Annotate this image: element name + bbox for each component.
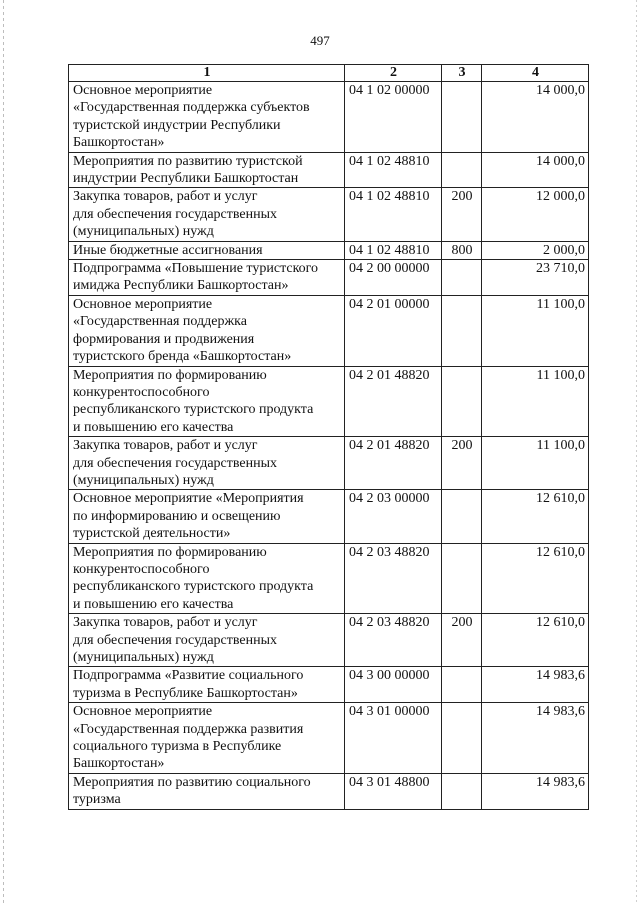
row-name-line: для обеспечения государственных [73, 632, 277, 648]
row-code-cell: 04 1 02 00000 [345, 82, 442, 153]
table-row [69, 614, 589, 667]
row-amount-cell: 11 100,0 [482, 295, 589, 366]
column-header-4: 4 [482, 65, 589, 82]
row-name-line: «Государственная поддержка [73, 314, 247, 330]
row-name-cell [69, 773, 345, 809]
row-amount-cell: 12 610,0 [482, 614, 589, 667]
table-header-row [69, 65, 589, 82]
row-amount-cell: 14 000,0 [482, 152, 589, 188]
row-name-cell [69, 490, 345, 543]
row-type-cell [442, 773, 482, 809]
row-name-line: Мероприятия по развитию туристской [73, 153, 303, 169]
row-code-cell: 04 2 03 48820 [345, 614, 442, 667]
scan-edge-right [636, 0, 637, 905]
row-name-cell [69, 614, 345, 667]
row-amount-cell: 11 100,0 [482, 437, 589, 490]
row-name-line: социального туризма в Республике [73, 739, 282, 755]
row-name-line: Мероприятия по развитию социального [73, 774, 311, 790]
row-type-cell [442, 260, 482, 296]
table-body [69, 82, 589, 810]
scan-edge-left [3, 0, 4, 905]
row-type-cell [442, 703, 482, 774]
row-name-line: туризма в Республике Башкортостан» [73, 685, 298, 701]
table-row [69, 437, 589, 490]
row-amount-cell: 14 983,6 [482, 703, 589, 774]
row-code-cell: 04 2 03 48820 [345, 543, 442, 614]
row-name-line: по информированию и освещению [73, 508, 281, 524]
row-amount-cell: 12 000,0 [482, 188, 589, 241]
row-name-line: Закупка товаров, работ и услуг [73, 189, 258, 205]
table-row [69, 703, 589, 774]
row-code-cell: 04 2 01 48820 [345, 366, 442, 437]
row-name-line: (муниципальных) нужд [73, 650, 214, 665]
row-type-cell [442, 667, 482, 703]
row-name-line: «Государственная поддержка развития [73, 721, 304, 737]
row-amount-cell: 23 710,0 [482, 260, 589, 296]
row-name-line: имиджа Республики Башкортостан» [73, 278, 289, 294]
row-name-line: Башкортостан» [73, 135, 165, 151]
row-name-line: и повышению его качества [73, 596, 234, 612]
row-name-line: туризма [73, 792, 121, 808]
row-name-line: туристской деятельности» [73, 526, 231, 542]
row-code-cell: 04 3 01 48800 [345, 773, 442, 809]
row-name-line: Мероприятия по формированию [73, 544, 267, 560]
row-name-line: республиканского туристского продукта [73, 402, 314, 418]
table-row [69, 543, 589, 614]
row-name-line: туристской индустрии Республики [73, 117, 281, 133]
row-amount-cell: 14 983,6 [482, 667, 589, 703]
row-name-line: туристского бренда «Башкортостан» [73, 349, 292, 365]
row-type-cell [442, 152, 482, 188]
table-row [69, 295, 589, 366]
row-type-cell: 200 [442, 614, 482, 667]
row-name-cell [69, 366, 345, 437]
table-row [69, 188, 589, 241]
table-row [69, 773, 589, 809]
row-name-line: Закупка товаров, работ и услуг [73, 438, 258, 454]
row-name-line: формирования и продвижения [73, 331, 255, 347]
row-name-cell [69, 82, 345, 153]
row-name-line: Основное мероприятие [73, 296, 213, 312]
row-code-cell: 04 1 02 48810 [345, 241, 442, 259]
row-type-cell: 200 [442, 437, 482, 490]
table-row [69, 490, 589, 543]
row-code-cell: 04 2 03 00000 [345, 490, 442, 543]
column-header-3: 3 [442, 65, 482, 82]
row-name-line: Иные бюджетные ассигнования [73, 242, 263, 258]
row-name-line: Подпрограмма «Повышение туристского [73, 261, 319, 277]
row-name-cell [69, 703, 345, 774]
row-amount-cell: 12 610,0 [482, 490, 589, 543]
row-name-line: (муниципальных) нужд [73, 224, 214, 240]
row-name-line: Основное мероприятие [73, 704, 213, 720]
row-code-cell: 04 1 02 48810 [345, 152, 442, 188]
table-row [69, 366, 589, 437]
row-type-cell: 800 [442, 241, 482, 259]
row-type-cell [442, 490, 482, 543]
row-amount-cell: 12 610,0 [482, 543, 589, 614]
row-name-cell [69, 260, 345, 296]
row-amount-cell: 2 000,0 [482, 241, 589, 259]
column-header-2: 2 [345, 65, 442, 82]
row-name-line: Основное мероприятие [73, 83, 213, 98]
row-code-cell: 04 3 00 00000 [345, 667, 442, 703]
table-row [69, 152, 589, 188]
row-name-line: Закупка товаров, работ и услуг [73, 615, 258, 631]
row-code-cell: 04 2 01 00000 [345, 295, 442, 366]
table-row [69, 82, 589, 153]
row-code-cell: 04 3 01 00000 [345, 703, 442, 774]
row-name-cell [69, 543, 345, 614]
row-name-line: для обеспечения государственных [73, 206, 277, 222]
row-type-cell [442, 543, 482, 614]
row-name-line: индустрии Республики Башкортостан [73, 171, 299, 187]
column-header-1: 1 [69, 65, 345, 82]
row-name-line: Подпрограмма «Развитие социального [73, 668, 304, 684]
row-code-cell: 04 1 02 48810 [345, 188, 442, 241]
table-row [69, 260, 589, 296]
row-amount-cell: 14 000,0 [482, 82, 589, 153]
row-name-line: Башкортостан» [73, 756, 165, 772]
row-name-line: «Государственная поддержка субъектов [73, 100, 310, 116]
row-name-cell [69, 152, 345, 188]
budget-table [68, 64, 589, 810]
table-row [69, 241, 589, 259]
row-type-cell: 200 [442, 188, 482, 241]
row-name-line: (муниципальных) нужд [73, 472, 214, 488]
row-name-cell [69, 241, 345, 259]
row-name-line: для обеспечения государственных [73, 455, 277, 471]
row-amount-cell: 14 983,6 [482, 773, 589, 809]
row-name-line: Основное мероприятие «Мероприятия [73, 491, 304, 507]
row-name-line: конкурентоспособного [73, 561, 210, 577]
row-name-line: и повышению его качества [73, 419, 234, 435]
row-name-line: республиканского туристского продукта [73, 579, 314, 595]
row-code-cell: 04 2 00 00000 [345, 260, 442, 296]
row-code-cell: 04 2 01 48820 [345, 437, 442, 490]
row-type-cell [442, 82, 482, 153]
row-name-line: конкурентоспособного [73, 384, 210, 400]
row-type-cell [442, 295, 482, 366]
row-name-cell [69, 188, 345, 241]
row-name-cell [69, 437, 345, 490]
row-amount-cell: 11 100,0 [482, 366, 589, 437]
row-name-line: Мероприятия по формированию [73, 367, 267, 383]
row-name-cell [69, 667, 345, 703]
page-number: 497 [310, 33, 330, 48]
row-name-cell [69, 295, 345, 366]
table-row [69, 667, 589, 703]
row-type-cell [442, 366, 482, 437]
